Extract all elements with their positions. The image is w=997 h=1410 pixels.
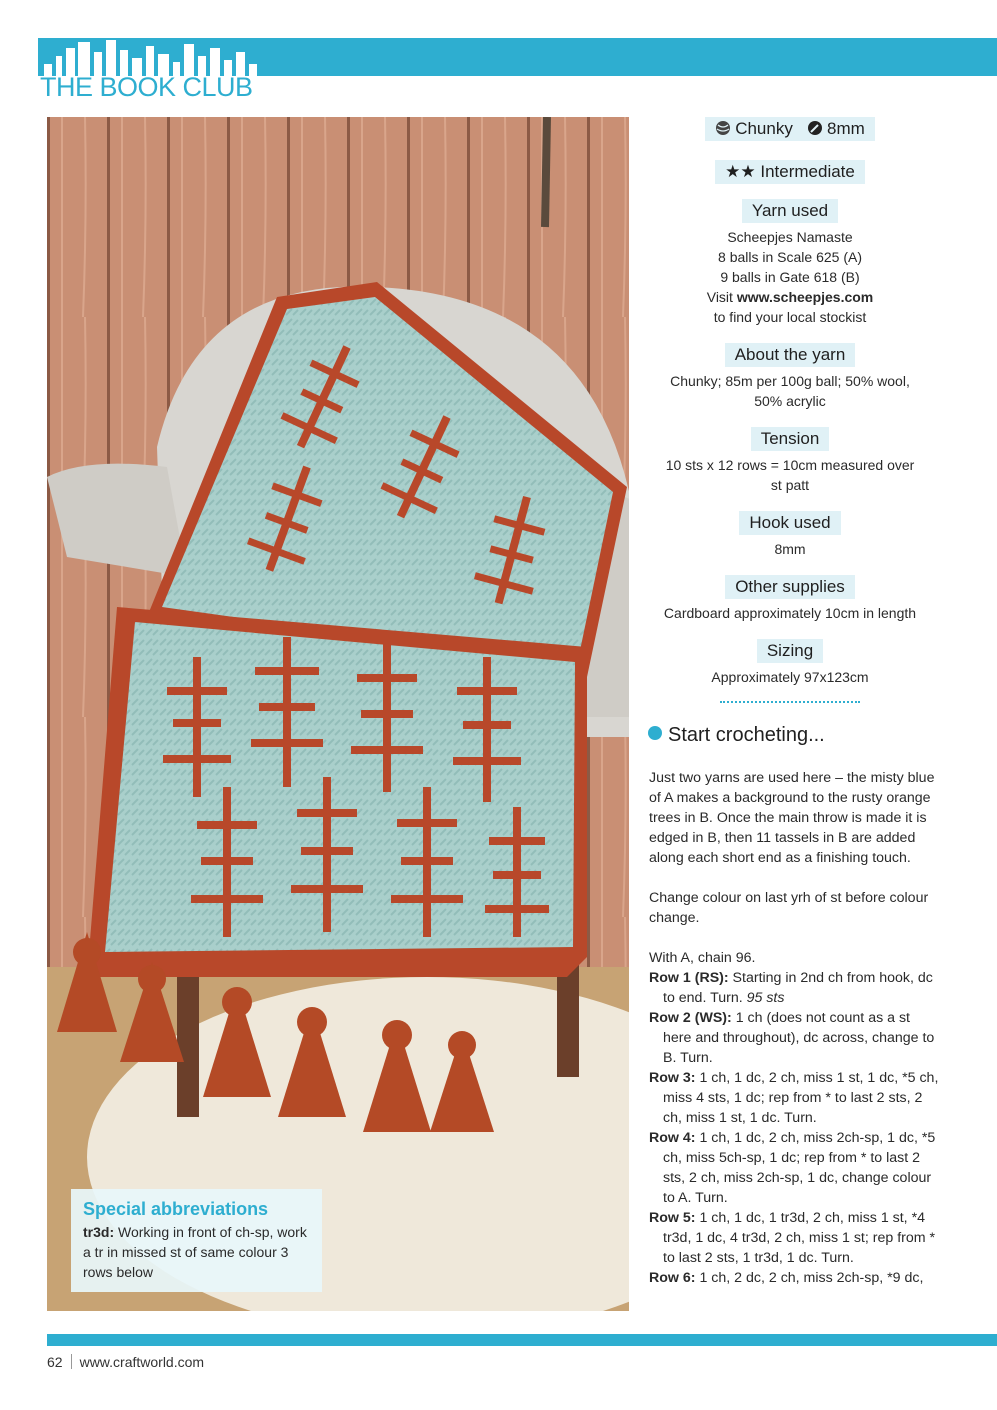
footer-website-link[interactable]: www.craftworld.com bbox=[79, 1354, 205, 1370]
row-instruction bbox=[649, 1208, 939, 1268]
special-abbreviations-body bbox=[83, 1222, 315, 1282]
footer-divider bbox=[71, 1354, 72, 1369]
yarn-ball-icon bbox=[715, 120, 731, 136]
blanket-photo bbox=[47, 117, 629, 1311]
sizing-heading: Sizing bbox=[757, 639, 823, 663]
row-label: Row 1 (RS): bbox=[649, 970, 729, 986]
row-text: Starting in 2nd ch from hook, dc to end. Turn. bbox=[663, 970, 933, 1006]
tension-line1: 10 sts x 12 rows = 10cm measured over bbox=[665, 457, 915, 473]
page-footer bbox=[47, 1354, 204, 1370]
colour-note: Change colour on last yrh of st before colour change. bbox=[649, 890, 929, 926]
yarn-b: 9 balls in Gate 618 (B) bbox=[720, 269, 860, 285]
page-number: 62 bbox=[47, 1354, 63, 1370]
start-heading-label: Start crocheting... bbox=[668, 724, 825, 746]
section-title: THE BOOK CLUB bbox=[40, 72, 253, 102]
yarn-ball-icon bbox=[648, 726, 662, 740]
special-abbreviations-box bbox=[71, 1189, 322, 1292]
other-supplies-value: Cardboard approximately 10cm in length bbox=[663, 605, 917, 621]
visit-prefix: Visit bbox=[706, 289, 737, 305]
hook-used-heading: Hook used bbox=[739, 511, 840, 535]
start-heading bbox=[648, 724, 825, 747]
yarn-brand: Scheepjes Namaste bbox=[727, 229, 853, 245]
row-label: Row 2 (WS): bbox=[649, 1010, 732, 1026]
hook-used-value: 8mm bbox=[774, 541, 806, 557]
pattern-instructions bbox=[649, 768, 939, 1288]
yarn-visit-suffix: to find your local stockist bbox=[713, 309, 867, 325]
abbr-term: tr3d: bbox=[83, 1224, 115, 1240]
row-text: 1 ch, 1 dc, 2 ch, miss 2ch-sp, 1 dc, *5 ch, miss 5ch-sp, 1 dc; rep from * to last 2 sts, 2 ch, miss 2ch-sp, 1 dc, change colour to A. Turn. bbox=[663, 1130, 936, 1206]
row-label: Row 3: bbox=[649, 1070, 696, 1086]
special-abbreviations-title: Special abbreviations bbox=[83, 1199, 269, 1219]
tension-heading: Tension bbox=[751, 427, 830, 451]
about-yarn-line1: Chunky; 85m per 100g ball; 50% wool, bbox=[670, 373, 910, 389]
tension-line2: st patt bbox=[770, 477, 810, 493]
hook-size-label: 8mm bbox=[827, 119, 865, 138]
chain-note: With A, chain 96. bbox=[649, 950, 756, 966]
row-instruction bbox=[649, 968, 939, 1008]
row-instruction bbox=[649, 1008, 939, 1068]
yarn-weight-badge bbox=[705, 117, 875, 141]
skill-level-label: Intermediate bbox=[760, 162, 855, 181]
row-instruction bbox=[649, 1128, 939, 1208]
hook-icon bbox=[807, 120, 823, 136]
about-yarn-line2: 50% acrylic bbox=[754, 393, 826, 409]
row-label: Row 6: bbox=[649, 1270, 696, 1286]
dotted-divider bbox=[720, 701, 860, 703]
footer-bar bbox=[47, 1334, 997, 1346]
intro-paragraph: Just two yarns are used here – the misty blue of A makes a background to the rusty orange trees in B. Once the main throw is made it is edged in B, then 11 tassels in B are added along each short end as a finishing touch. bbox=[649, 770, 935, 866]
row-count: 95 sts bbox=[746, 990, 785, 1006]
abbr-definition: Working in front of ch-sp, work a tr in missed st of same colour 3 rows below bbox=[83, 1224, 307, 1280]
row-text: 1 ch (does not count as a st here and throughout), dc across, change to B. Turn. bbox=[663, 1010, 935, 1066]
row-text: 1 ch, 1 dc, 2 ch, miss 1 st, 1 dc, *5 ch, miss 4 sts, 1 dc; rep from * to last 2 sts, 2 ch, miss 1 st, 1 dc. Turn. bbox=[663, 1070, 939, 1126]
star-icon: ★★ bbox=[725, 162, 756, 181]
other-supplies-heading: Other supplies bbox=[725, 575, 855, 599]
row-label: Row 5: bbox=[649, 1210, 696, 1226]
yarn-weight-label: Chunky bbox=[735, 119, 793, 138]
about-yarn-heading: About the yarn bbox=[725, 343, 856, 367]
row-text: 1 ch, 1 dc, 1 tr3d, 2 ch, miss 1 st, *4 tr3d, 1 dc, 4 tr3d, 2 ch, miss 1 st; rep from * to last 2 sts, 1 tr3d, 1 dc. Turn. bbox=[663, 1210, 936, 1266]
row-instruction bbox=[649, 1068, 939, 1128]
yarn-visit bbox=[650, 287, 930, 307]
yarn-website-link[interactable]: www.scheepjes.com bbox=[736, 289, 874, 305]
row-instruction bbox=[649, 1268, 939, 1288]
yarn-a: 8 balls in Scale 625 (A) bbox=[718, 249, 862, 265]
skill-level-badge bbox=[715, 160, 865, 184]
row-text: 1 ch, 2 dc, 2 ch, miss 2ch-sp, *9 dc, bbox=[695, 1270, 924, 1286]
row-label: Row 4: bbox=[649, 1130, 696, 1146]
sizing-value: Approximately 97x123cm bbox=[711, 669, 869, 685]
yarn-used-heading: Yarn used bbox=[742, 199, 838, 223]
